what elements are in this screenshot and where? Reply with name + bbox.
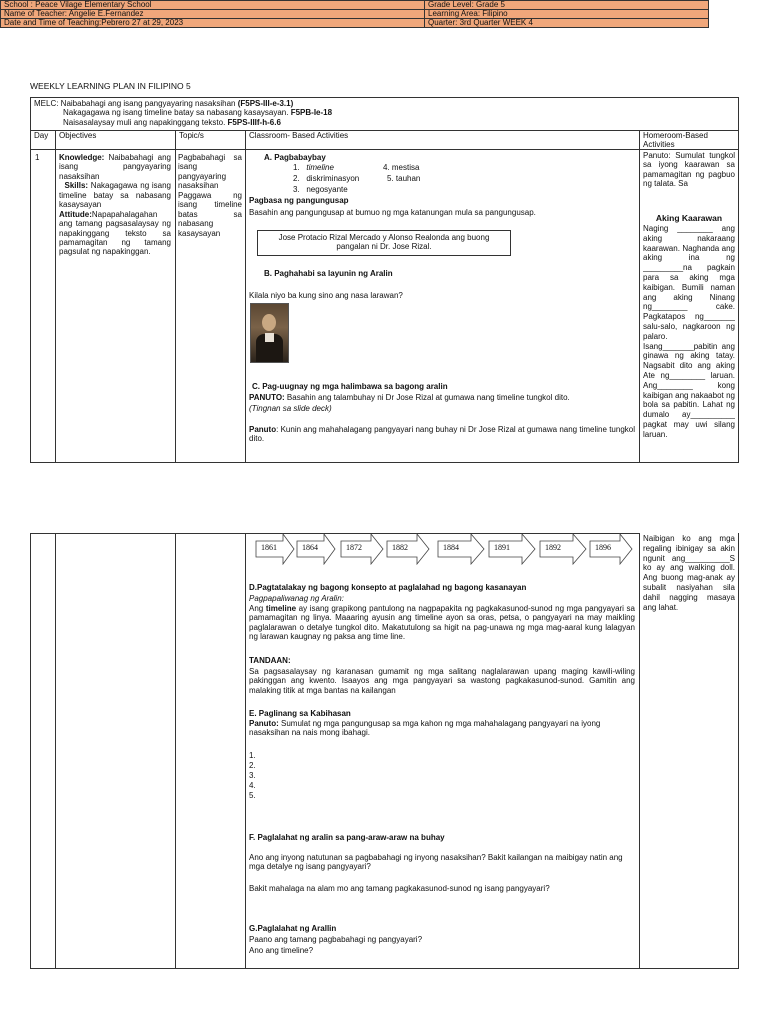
divider — [245, 130, 246, 463]
timeline-arrow — [255, 533, 295, 565]
section-a-title: A. Pagbabaybay — [264, 153, 326, 162]
timeline-arrow — [296, 533, 336, 565]
section-g-q1: Paano ang tamang pagbabahagi ng pangyayari? — [249, 935, 423, 944]
list-item: 3. — [249, 771, 256, 780]
timeline-year: 1864 — [302, 543, 318, 552]
school-cell: School : Peace Vilage Elementary School — [1, 1, 425, 10]
timeline-arrow — [589, 533, 633, 565]
col-header-objectives: Objectives — [59, 131, 97, 140]
attitude-text: Napapahalagahan ang tamang pagsasalaysay ng napakinggang teksto sa pamamagitan ng tamang pagsulat ng napakinggan. — [59, 209, 171, 257]
section-g-title: G.Paglalahat ng Arallin — [249, 924, 337, 933]
melc-code3: F5PS-IIIf-h-6.6 — [227, 117, 281, 127]
timeline-arrow — [386, 533, 430, 565]
timeline-year: 1861 — [261, 543, 277, 552]
col-header-topic: Topic/s — [179, 131, 204, 140]
divider — [639, 533, 640, 968]
attitude-label: Attitude: — [59, 209, 92, 219]
homeroom-story: Naging ________ ang aking nakaraang kaarawan. Naghanda ang aking ina ng _________na pagkain para sa aking mga kaibigan. Bumili naman ang aking Ninang ng________ cake. Pagkatapos ng_______ salu-salo, nagkaroon ng palaro. Isang_______pabitin ang ginawa ng aking tatay. Nagsabit dito ang aking Ate ng________ laruan. Ang________ kong kaibigan ang nakaabot ng bola sa pabitin. Lahat ng dumalo ay__________ pagkat may uwi silang laruan. — [643, 224, 735, 439]
timeline-year: 1884 — [443, 543, 459, 552]
timeline-year: 1882 — [392, 543, 408, 552]
divider — [31, 149, 738, 150]
section-c-title: C. Pag-uugnay ng mga halimbawa sa bagong aralin — [252, 382, 448, 391]
section-f-title: F. Paglalahat ng aralin sa pang-araw-araw na buhay — [249, 833, 445, 842]
timeline-arrow — [539, 533, 587, 565]
timeline-year: 1872 — [346, 543, 362, 552]
word-1: 1. timeline — [293, 163, 334, 172]
sentence-box: Jose Protacio Rizal Mercado y Alonso Realonda ang buong pangalan ni Dr. Jose Rizal. — [257, 230, 511, 256]
divider — [55, 533, 56, 968]
melc-code1: (F5PS-III-e-3.1) — [237, 99, 294, 108]
skills-text: Nakagagawa ng isang timeline batay sa nabasang kasaysayan — [59, 181, 171, 210]
divider — [31, 130, 738, 131]
melc-code2: F5PB-Ie-18 — [290, 108, 333, 118]
divider — [639, 130, 640, 463]
col-header-classroom: Classroom- Based Activities — [249, 131, 349, 140]
section-b-question: Kilala niyo ba kung sino ang nasa larawan? — [249, 291, 403, 300]
list-item: 4. — [249, 781, 256, 790]
section-e-title: E. Paglinang sa Kabihasan — [249, 709, 351, 718]
knowledge-label: Knowledge: — [59, 153, 105, 162]
section-d-sub: Pagpapaliwanag ng Aralin: — [249, 594, 344, 603]
plan-table-page1 — [30, 97, 739, 463]
rizal-portrait-image — [250, 303, 289, 363]
word-3: 3. negosyante — [293, 185, 348, 194]
section-d-p2: Sa pagsasalaysay ng karanasan gumamit ng mga salitang naglalarawan upang maging kawili-wiling pakinggan ang kwento. Isaayos ang mga pangyayari sa wastong pagkakasunod-sunod. Gamitin ang malaking titik at mga bantas na kailangan — [249, 667, 635, 695]
quarter-cell: Quarter: 3rd Quarter WEEK 4 — [425, 19, 709, 28]
list-item: 1. — [249, 751, 256, 760]
timeline-arrow — [340, 533, 384, 565]
homeroom-story-continued: Naibigan ko ang mga regaling ibinigay sa akin ngunit ang__________S ko ay ang walking doll. Ang buong mag-anak ay subalit nasiyahan sila dahil nagging masaya ang lahat. — [643, 534, 735, 612]
timeline-year: 1896 — [595, 543, 611, 552]
list-item: 2. — [249, 761, 256, 770]
section-d-p1: Ang timeline ay isang grapikong pantulong na nagpapakita ng pagkakasunod-sunod ng mga pangyayari sa pamamagitan ng linya. Maaaring ayusin ang timeline ayon sa oras, petsa, o pangyayari na may maikling paglalarawan o detalye tungkol dito. Makatutulong sa higit na pag-unawa ng mga mag-aaral kung lalagyan ng larawan kaugnay ng paksa ang time line. — [249, 604, 636, 642]
answer-list — [249, 751, 256, 801]
skills-label: Skills: — [64, 181, 89, 191]
col-header-day: Day — [34, 131, 49, 140]
grade-cell: Grade Level: Grade 5 — [425, 1, 709, 10]
area-cell: Learning Area: Filipino — [425, 10, 709, 19]
melc-line3: Naisasalaysay muli ang napakinggang teksto. — [63, 117, 228, 127]
timeline-arrow — [488, 533, 536, 565]
word-5: 5. tauhan — [387, 174, 421, 183]
knowledge-text: Naibabahagi ang isang pangyayaring nasaksihan — [59, 153, 171, 181]
word-2: 2. diskriminasyon — [293, 174, 360, 183]
plan-table-page2 — [30, 533, 739, 969]
section-c-panuto2: Panuto: Kunin ang mahahalagang pangyayari nang buhay ni Dr Jose Rizal at gumawa nang timeline tungkol dito. — [249, 425, 635, 444]
topic-text: Pagbabahagi sa isang pangyayaring nasaksihan Paggawa ng isang timeline batas sa nabasang kasaysayan — [178, 153, 242, 238]
header-table — [0, 0, 709, 28]
section-e-panuto: Panuto: Sumulat ng mga pangungusap sa mga kahon ng mga mahahalagang pangyayari na iyong nasaksihan na nais mong ibahagi. — [249, 719, 601, 738]
section-f-q2: Bakit mahalaga na alam mo ang tamang pagkakasunod-sunod ng isang pangyayari? — [249, 884, 550, 893]
divider — [245, 533, 246, 968]
section-c-note: (Tingnan sa slide deck) — [249, 404, 332, 413]
homeroom-story-title: Aking Kaarawan — [655, 213, 723, 223]
col-header-homeroom: Homeroom-Based Activities — [643, 131, 708, 150]
tandaan-title: TANDAAN: — [249, 656, 291, 665]
plan-title: WEEKLY LEARNING PLAN IN FILIPINO 5 — [30, 81, 191, 91]
melc-line2: Nakagagawa ng isang timeline batay sa nabasang kasaysayan. — [63, 108, 291, 118]
pagbasa-title: Pagbasa ng pangungusap — [249, 196, 349, 205]
list-item: 5. — [249, 791, 256, 800]
section-b-title: B. Paghahabi sa layunin ng Aralin — [264, 269, 393, 278]
divider — [55, 130, 56, 463]
timeline-year: 1892 — [545, 543, 561, 552]
section-f-q1: Ano ang inyong natutunan sa pagbabahagi ng inyong nasaksihan? Bakit kailangan na maibigay natin ang mga detalye ng isang pangyayari? — [249, 853, 623, 872]
section-g-q2: Ano ang timeline? — [249, 946, 314, 955]
homeroom-panuto: Panuto: Sumulat tungkol sa iyong kaarawan sa pamamagitan ng pagbuo ng talata. Sa — [643, 151, 735, 189]
date-cell: Date and Time of Teaching:Pebrero 27 at 29, 2023 — [1, 19, 425, 28]
word-4: 4. mestisa — [383, 163, 420, 172]
day-number: 1 — [35, 153, 40, 162]
objectives-text — [59, 153, 171, 257]
divider — [175, 533, 176, 968]
pagbasa-text: Basahin ang pangungusap at bumuo ng mga katanungan mula sa pangungusap. — [249, 208, 536, 217]
timeline-arrow — [437, 533, 485, 565]
melc-block — [34, 99, 634, 127]
divider — [175, 130, 176, 463]
timeline-year: 1891 — [494, 543, 510, 552]
section-c-panuto: PANUTO: Basahin ang talambuhay ni Dr Jose Rizal at gumawa nang timeline tungkol dito. — [249, 393, 570, 402]
section-d-title: D.Pagtatalakay ng bagong konsepto at paglalahad ng bagong kasanayan — [249, 583, 527, 592]
teacher-cell: Name of Teacher: Angelie E.Fernandez — [1, 10, 425, 19]
melc-line1: MELC: Naibabahagi ang isang pangyayaring nasaksihan — [34, 99, 238, 108]
